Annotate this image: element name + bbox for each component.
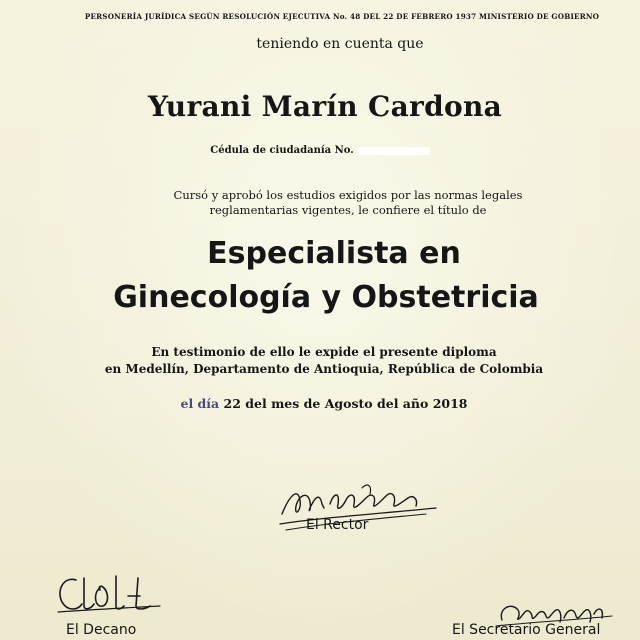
intro-text: teniendo en cuenta que	[256, 36, 424, 52]
decano-signature	[54, 566, 164, 622]
id-label: Cédula de ciudadanía No.	[210, 145, 354, 156]
degree-title-line-2: Ginecología y Obstetricia	[113, 280, 539, 315]
recipient-name: Yurani Marín Cardona	[147, 90, 503, 123]
decano-label: El Decano	[66, 622, 137, 638]
body-text-line-2: reglamentarias vigentes, le confiere el título de	[209, 203, 487, 217]
degree-title-line-1: Especialista en	[207, 236, 461, 271]
testimony-line-2: en Medellín, Departamento de Antioquia, República de Colombia	[104, 362, 544, 376]
date-year-label: del año	[377, 396, 429, 411]
issue-date	[4, 396, 640, 411]
secretario-label: El Secretario General	[452, 622, 601, 638]
id-number-line	[0, 145, 640, 156]
testimony-line-1: En testimonio de ello le expide el presente diploma	[151, 345, 497, 359]
date-day: 22	[223, 396, 241, 411]
date-year: 2018	[432, 396, 468, 411]
date-mid: del mes de	[245, 396, 321, 411]
rector-label: El Rector	[306, 517, 369, 533]
date-prefix: el día	[180, 396, 220, 411]
redacted-id-number	[358, 147, 430, 155]
date-month: Agosto	[324, 396, 373, 411]
legal-header: PERSONERÍA JURÍDICA SEGÚN RESOLUCIÓN EJECUTIVA No. 48 DEL 22 DE FEBRERO 1937 MINISTERIO DE GOBIERNO	[84, 12, 600, 21]
body-text-line-1: Cursó y aprobó los estudios exigidos por las normas legales	[173, 188, 523, 202]
